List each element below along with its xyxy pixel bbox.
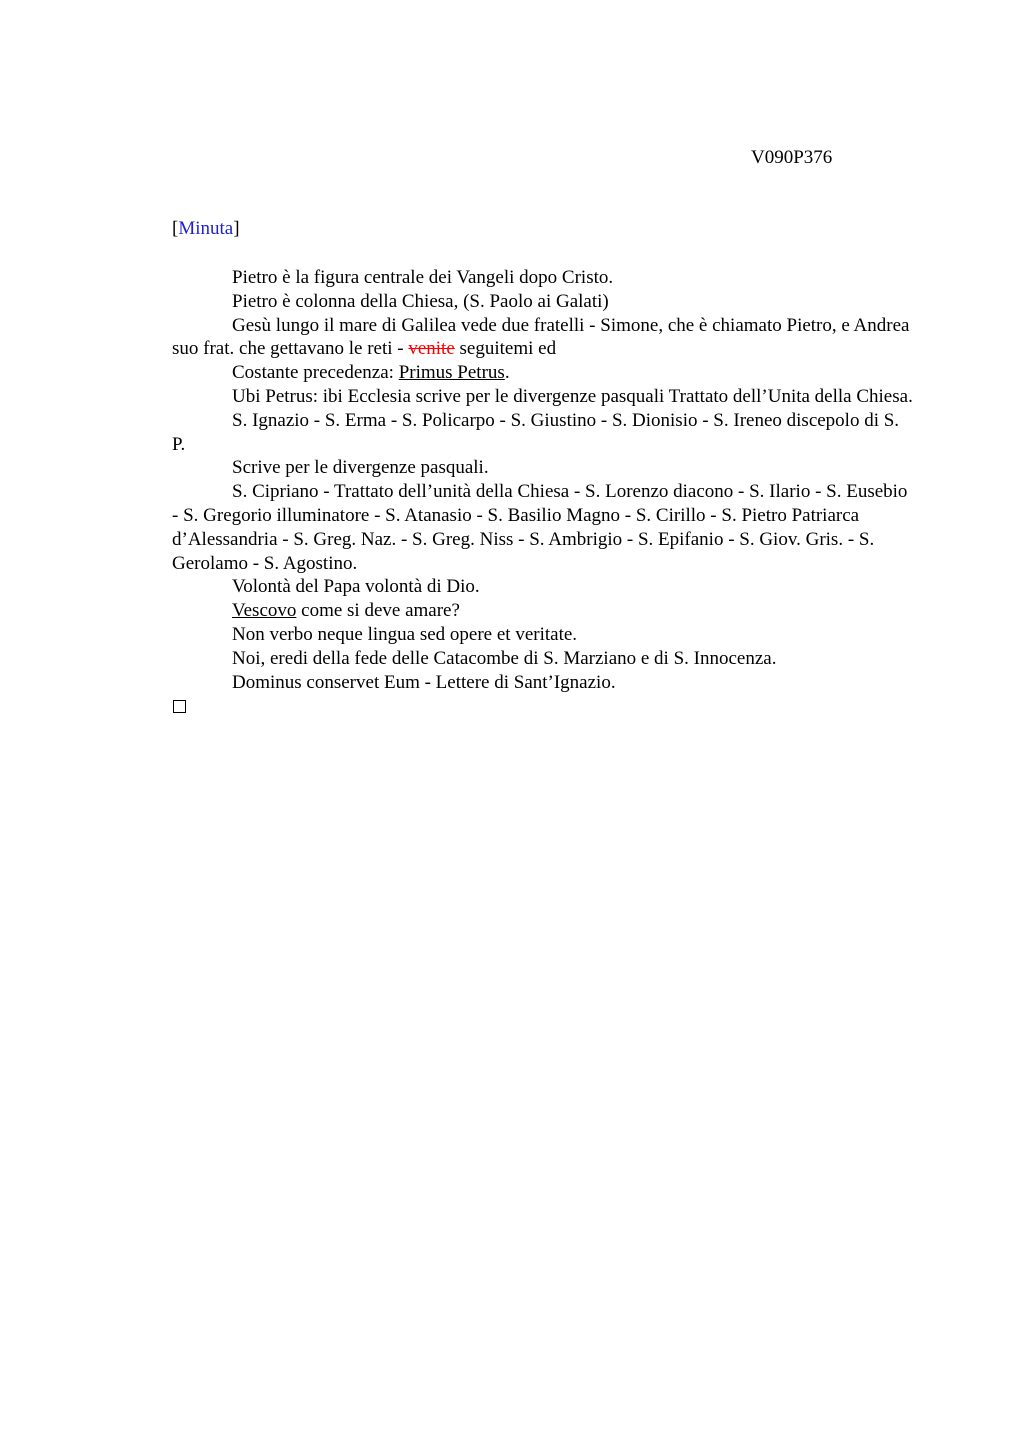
document-body bbox=[172, 266, 917, 713]
paragraph-11: Non verbo neque lingua sed opere et veritate. bbox=[232, 623, 578, 645]
paragraph-10-rest: come si deve amare? bbox=[296, 600, 460, 622]
paragraph-3 bbox=[172, 314, 917, 362]
square-outline-icon bbox=[173, 700, 186, 713]
paragraph-2: Pietro è colonna della Chiesa, (S. Paolo ai Galati) bbox=[232, 290, 609, 312]
paragraph-7: Scrive per le divergenze pasquali. bbox=[232, 457, 489, 479]
paragraph-3-text: Gesù lungo il mare di Galilea vede due fratelli - Simone, che è chiamato Pietro, e Andrea suo frat. che gettavano le reti - bbox=[172, 314, 910, 360]
paragraph-5: Ubi Petrus: ibi Ecclesia scrive per le divergenze pasquali Trattato dell’Unita della Chiesa. bbox=[232, 385, 913, 407]
paragraph-9: Volontà del Papa volontà di Dio. bbox=[232, 576, 480, 598]
paragraph-10 bbox=[172, 599, 917, 623]
minuta-open-bracket: [ bbox=[172, 218, 179, 239]
struck-word: venite bbox=[408, 338, 455, 360]
paragraph-12: Noi, eredi della fede delle Catacombe di S. Marziano e di S. Innocenza. bbox=[232, 647, 777, 669]
paragraph-6: S. Ignazio - S. Erma - S. Policarpo - S. Giustino - S. Dionisio - S. Ireneo discepolo di S. P. bbox=[172, 409, 900, 455]
paragraph-3-tail: seguitemi ed bbox=[454, 338, 557, 360]
paragraph-8: S. Cipriano - Trattato dell’unità della Chiesa - S. Lorenzo diacono - S. Ilario - S. Eusebio - S. Gregorio illuminatore - S. Atanasio - S. Basilio Magno - S. Cirillo - S. Pietro Patriarca d’Alessandria - S. Greg. Naz. - S. Greg. Niss - S. Ambrigio - S. Epifanio - S. Giov. Gris. - S. Gerolamo - S. Agostino. bbox=[172, 481, 908, 574]
paragraph-13: Dominus conservet Eum - Lettere di Sant’Ignazio. bbox=[232, 671, 616, 693]
paragraph-4-suffix: . bbox=[504, 362, 510, 384]
minuta-heading bbox=[172, 217, 240, 241]
paragraph-4-prefix: Costante precedenza: bbox=[232, 362, 399, 384]
underlined-vescovo: Vescovo bbox=[232, 600, 297, 622]
paragraph-1: Pietro è la figura centrale dei Vangeli dopo Cristo. bbox=[232, 267, 614, 288]
paragraph-4 bbox=[172, 361, 917, 385]
minuta-label: Minuta bbox=[178, 218, 234, 239]
underlined-primus-petrus: Primus Petrus bbox=[398, 362, 505, 384]
minuta-close-bracket: ] bbox=[233, 218, 240, 239]
document-code: V090P376 bbox=[751, 147, 833, 168]
